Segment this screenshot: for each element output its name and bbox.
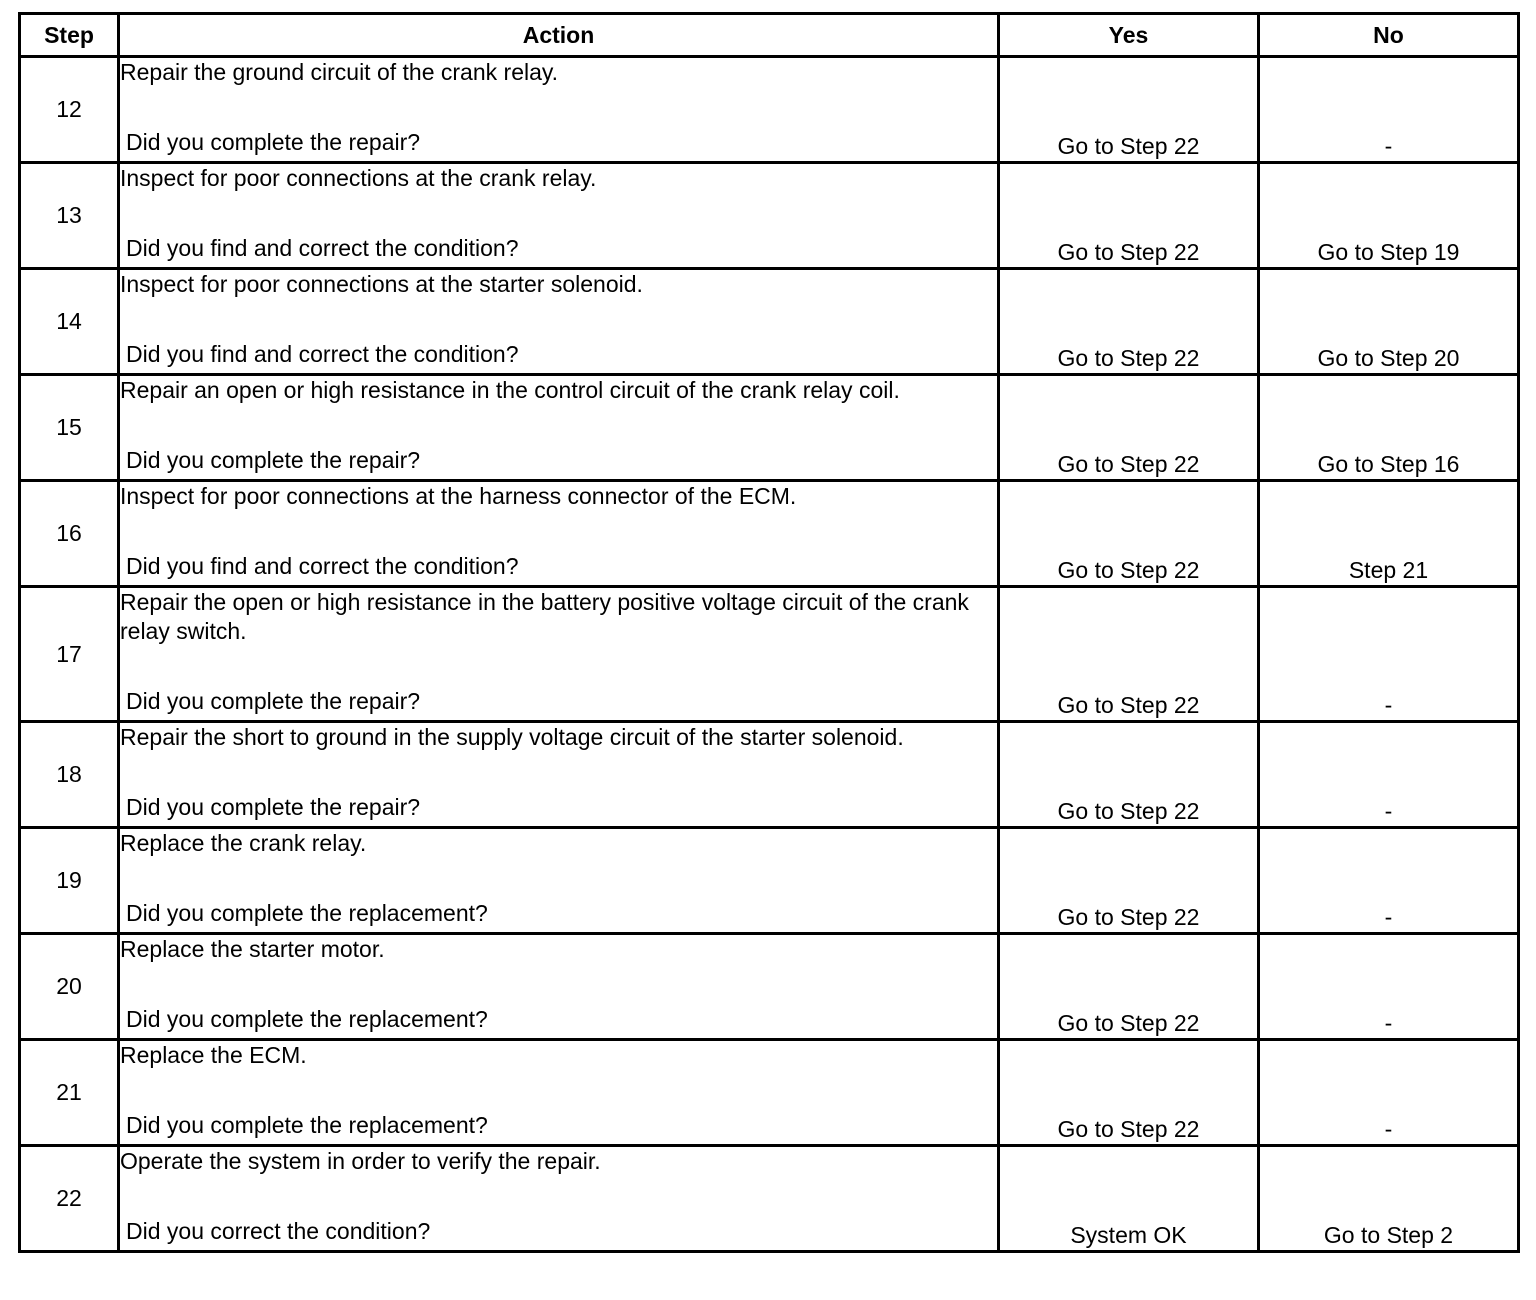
- action-instruction: Inspect for poor connections at the starter solenoid.: [120, 271, 643, 297]
- table-row: [20, 1146, 1519, 1252]
- action-cell: [119, 934, 999, 1040]
- action-cell: [119, 722, 999, 828]
- action-question: Did you complete the repair?: [126, 447, 421, 473]
- yes-result: Go to Step 22: [999, 1040, 1259, 1146]
- yes-result: Go to Step 22: [999, 481, 1259, 587]
- table-row: [20, 57, 1519, 163]
- yes-result: Go to Step 22: [999, 269, 1259, 375]
- step-number: 16: [20, 481, 119, 587]
- no-result: -: [1259, 934, 1519, 1040]
- no-result: Go to Step 16: [1259, 375, 1519, 481]
- action-question: Did you correct the condition?: [126, 1218, 431, 1244]
- no-result: Go to Step 19: [1259, 163, 1519, 269]
- action-question: Did you complete the replacement?: [126, 900, 488, 926]
- action-instruction: Inspect for poor connections at the crank relay.: [120, 165, 597, 191]
- yes-result: Go to Step 22: [999, 587, 1259, 722]
- step-number: 15: [20, 375, 119, 481]
- action-question: Did you complete the repair?: [126, 129, 421, 155]
- action-instruction: Inspect for poor connections at the harness connector of the ECM.: [120, 483, 797, 509]
- table-row: [20, 934, 1519, 1040]
- header-yes: Yes: [999, 14, 1259, 57]
- table-row: [20, 163, 1519, 269]
- table-row: [20, 269, 1519, 375]
- action-instruction: Repair the ground circuit of the crank relay.: [120, 59, 559, 85]
- action-question: Did you complete the repair?: [126, 794, 421, 820]
- no-result: Go to Step 2: [1259, 1146, 1519, 1252]
- step-number: 21: [20, 1040, 119, 1146]
- table-row: [20, 375, 1519, 481]
- action-cell: [119, 1040, 999, 1146]
- yes-result: Go to Step 22: [999, 934, 1259, 1040]
- action-question: Did you complete the repair?: [126, 688, 421, 714]
- step-number: 13: [20, 163, 119, 269]
- step-number: 14: [20, 269, 119, 375]
- action-question: Did you complete the replacement?: [126, 1112, 488, 1138]
- action-instruction: Replace the starter motor.: [120, 936, 385, 962]
- table-row: [20, 828, 1519, 934]
- table-row: [20, 481, 1519, 587]
- header-no: No: [1259, 14, 1519, 57]
- table-row: [20, 587, 1519, 722]
- step-number: 12: [20, 57, 119, 163]
- action-question: Did you complete the replacement?: [126, 1006, 488, 1032]
- action-cell: [119, 587, 999, 722]
- action-instruction: Repair the open or high resistance in the battery positive voltage circuit of the crank relay switch.: [120, 589, 969, 644]
- step-number: 20: [20, 934, 119, 1040]
- step-number: 18: [20, 722, 119, 828]
- action-instruction: Repair the short to ground in the supply voltage circuit of the starter solenoid.: [120, 724, 904, 750]
- no-result: -: [1259, 722, 1519, 828]
- table-row: [20, 1040, 1519, 1146]
- step-number: 22: [20, 1146, 119, 1252]
- header-action: Action: [119, 14, 999, 57]
- header-step: Step: [20, 14, 119, 57]
- action-question: Did you find and correct the condition?: [126, 341, 519, 367]
- yes-result: Go to Step 22: [999, 828, 1259, 934]
- action-cell: [119, 481, 999, 587]
- action-question: Did you find and correct the condition?: [126, 553, 519, 579]
- no-result: Go to Step 20: [1259, 269, 1519, 375]
- step-number: 17: [20, 587, 119, 722]
- no-result: -: [1259, 57, 1519, 163]
- action-cell: [119, 1146, 999, 1252]
- header-row: [20, 14, 1519, 57]
- yes-result: Go to Step 22: [999, 163, 1259, 269]
- action-question: Did you find and correct the condition?: [126, 235, 519, 261]
- action-instruction: Operate the system in order to verify the repair.: [120, 1148, 601, 1174]
- action-cell: [119, 57, 999, 163]
- no-result: -: [1259, 828, 1519, 934]
- diagnostic-table: [18, 12, 1520, 1253]
- action-cell: [119, 163, 999, 269]
- yes-result: Go to Step 22: [999, 375, 1259, 481]
- action-cell: [119, 269, 999, 375]
- action-instruction: Replace the crank relay.: [120, 830, 367, 856]
- step-number: 19: [20, 828, 119, 934]
- no-result: Step 21: [1259, 481, 1519, 587]
- table-row: [20, 722, 1519, 828]
- yes-result: Go to Step 22: [999, 722, 1259, 828]
- yes-result: System OK: [999, 1146, 1259, 1252]
- action-cell: [119, 828, 999, 934]
- no-result: -: [1259, 1040, 1519, 1146]
- yes-result: Go to Step 22: [999, 57, 1259, 163]
- action-cell: [119, 375, 999, 481]
- no-result: -: [1259, 587, 1519, 722]
- action-instruction: Repair an open or high resistance in the control circuit of the crank relay coil.: [120, 377, 900, 403]
- action-instruction: Replace the ECM.: [120, 1042, 307, 1068]
